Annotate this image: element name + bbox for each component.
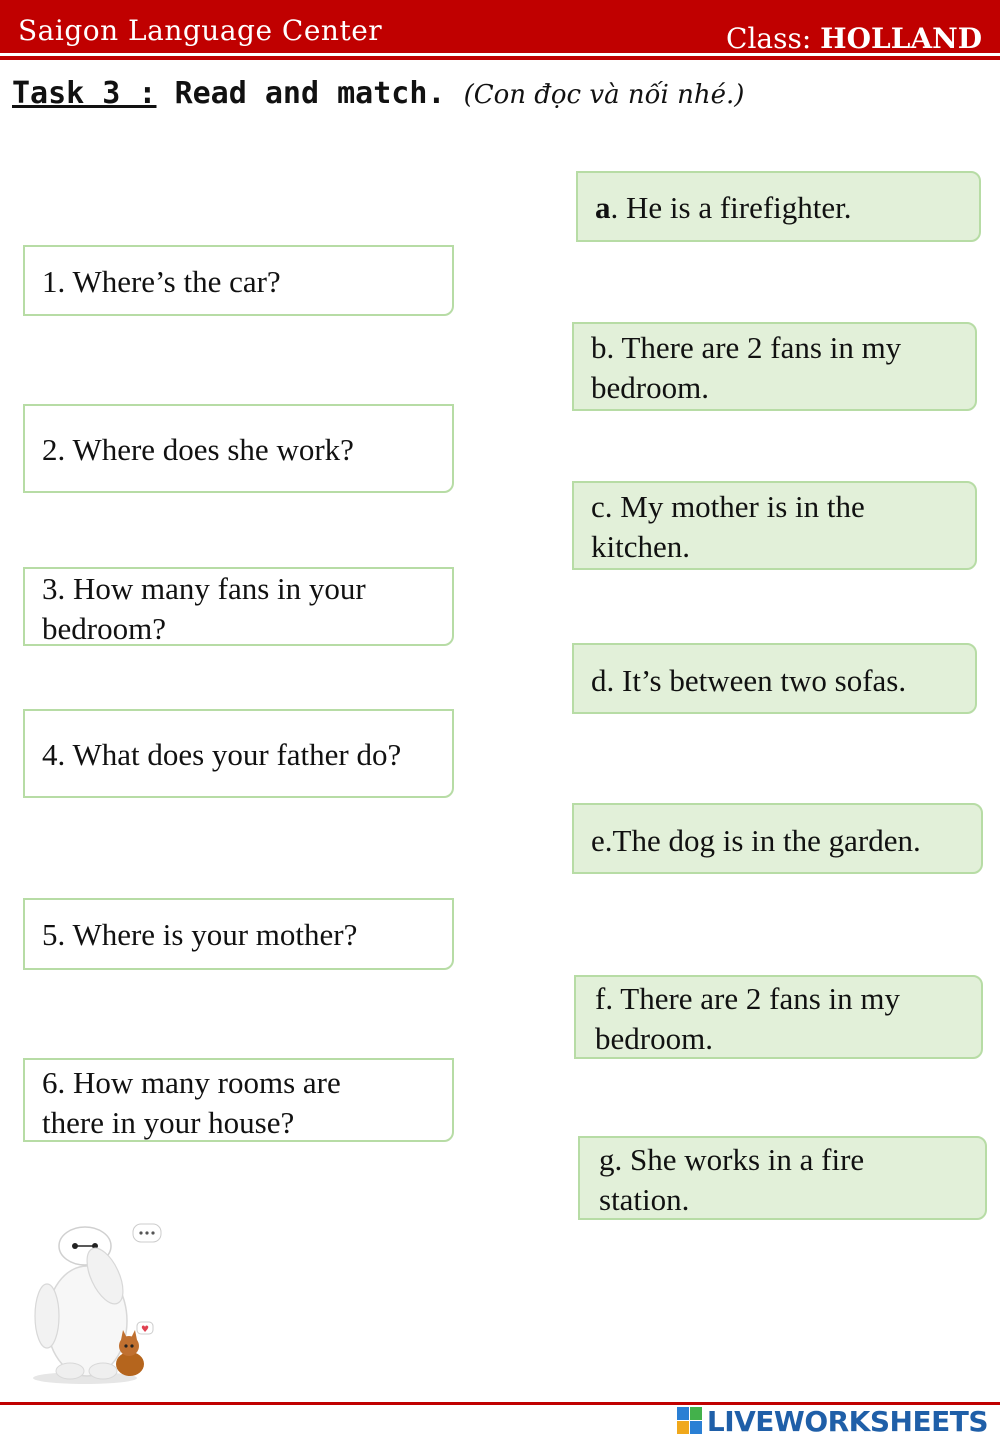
question-box-1[interactable] xyxy=(23,245,454,316)
answer-box-a[interactable] xyxy=(576,171,981,242)
answer-letter-a: a xyxy=(595,190,611,225)
question-box-6[interactable] xyxy=(23,1058,454,1142)
class-label xyxy=(726,22,982,55)
task-title: Read and match. xyxy=(174,76,446,111)
question-text-1: 1. Where’s the car? xyxy=(42,264,281,299)
answer-text-c: c. My mother is in the kitchen. xyxy=(591,489,865,564)
question-text-3: 3. How many fans in your bedroom? xyxy=(42,571,366,646)
question-text-6: 6. How many rooms are there in your house? xyxy=(42,1065,341,1140)
class-prefix: Class: xyxy=(726,22,812,55)
answer-text-b: b. There are 2 fans in my bedroom. xyxy=(591,330,902,405)
class-name: HOLLAND xyxy=(820,22,982,55)
question-text-5: 5. Where is your mother? xyxy=(42,917,358,952)
task-heading xyxy=(12,76,744,111)
task-hint: (Con đọc và nối nhé.) xyxy=(463,80,745,110)
answer-box-b[interactable] xyxy=(572,322,977,411)
liveworksheets-logo xyxy=(677,1403,988,1439)
answer-box-d[interactable] xyxy=(572,643,977,714)
liveworksheets-emblem-icon xyxy=(677,1407,703,1435)
answer-text-a xyxy=(595,188,973,228)
answer-box-f[interactable] xyxy=(574,975,983,1059)
answer-box-c[interactable] xyxy=(572,481,977,570)
answer-box-e[interactable] xyxy=(572,803,983,874)
question-box-3[interactable] xyxy=(23,567,454,646)
question-box-2[interactable] xyxy=(23,404,454,493)
brand-name: LIVEWORKSHEETS xyxy=(706,1404,988,1438)
answer-text-f: f. There are 2 fans in my bedroom. xyxy=(595,981,901,1056)
robot-mascot-illustration xyxy=(25,1216,165,1386)
svg-text:♥: ♥ xyxy=(140,1325,150,1335)
answer-text-g: g. She works in a fire station. xyxy=(599,1142,865,1217)
task-number: Task 3 : xyxy=(12,76,157,111)
question-text-4: 4. What does your father do? xyxy=(42,737,402,772)
answer-text-e: e.The dog is in the garden. xyxy=(591,823,921,858)
answer-body-a: . He is a firefighter. xyxy=(610,190,852,225)
question-box-4[interactable] xyxy=(23,709,454,798)
question-box-5[interactable] xyxy=(23,898,454,970)
answer-text-d: d. It’s between two sofas. xyxy=(591,663,907,698)
question-text-2: 2. Where does she work? xyxy=(42,432,354,467)
header-divider xyxy=(0,56,1000,60)
center-name: Saigon Language Center xyxy=(18,14,383,47)
answer-box-g[interactable] xyxy=(578,1136,987,1220)
